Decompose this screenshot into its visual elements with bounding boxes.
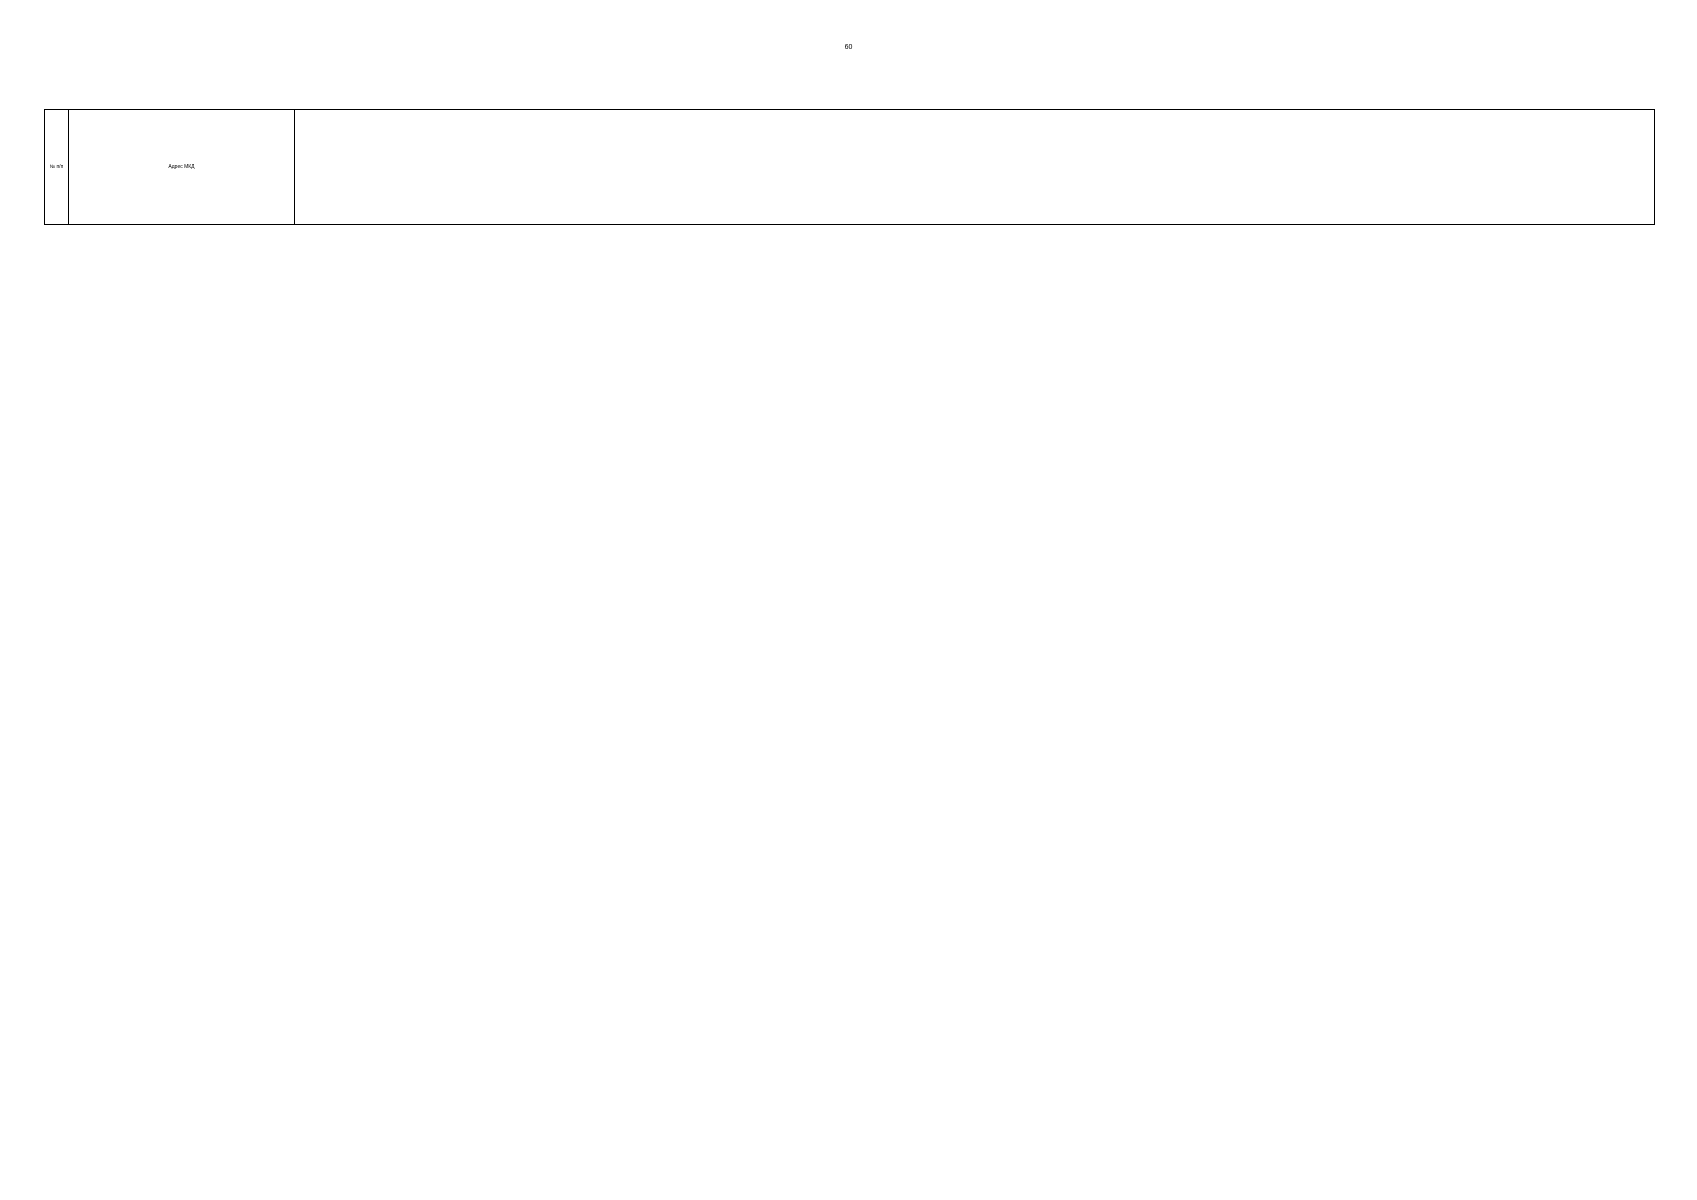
column-header: № п/п [45,110,69,225]
column-header: Адрес МКД [69,110,295,225]
table-header-row [45,110,1655,225]
capital-repair-table [44,109,1655,225]
page-number: 60 [844,44,853,51]
column-header [295,110,1655,225]
